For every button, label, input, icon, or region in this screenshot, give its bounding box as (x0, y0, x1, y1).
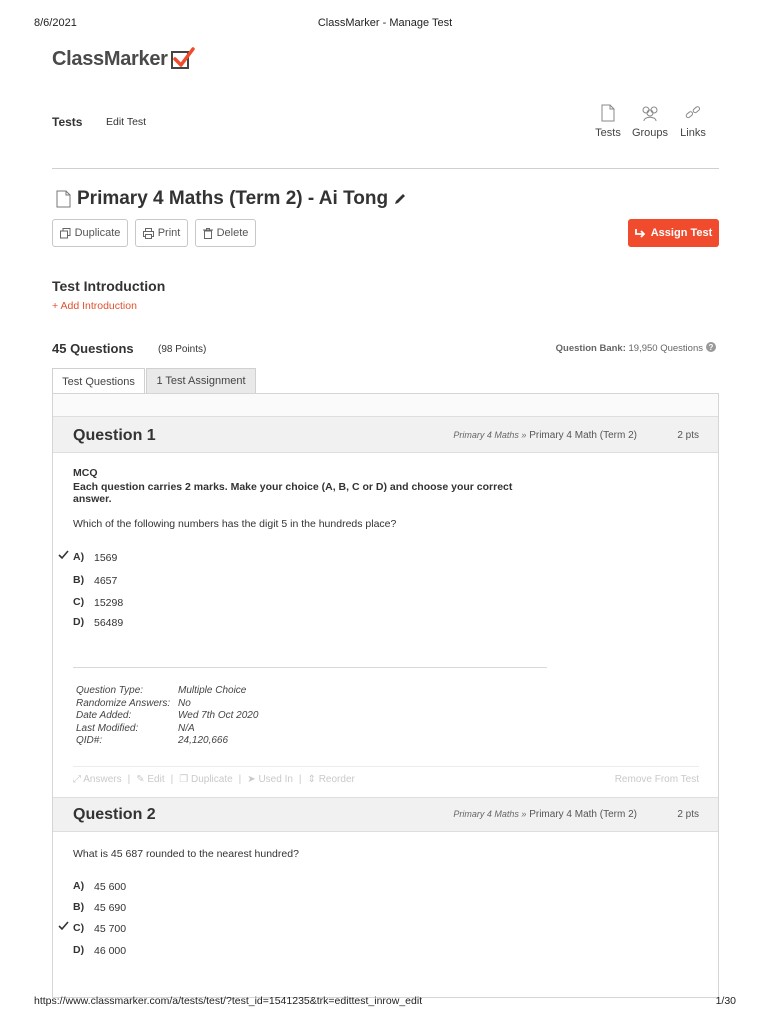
svg-text:?: ? (708, 343, 714, 352)
add-introduction-link[interactable]: + Add Introduction (52, 300, 137, 312)
nav-tests-label: Tests (595, 127, 621, 139)
q2-option-d-label: D) (73, 944, 85, 956)
question-1-instruction-line1: Each question carries 2 marks. Make your choice (A, B, C or D) and choose your correct (73, 481, 513, 493)
groups-icon (640, 104, 660, 122)
question-bank-label: Question Bank: (555, 343, 626, 354)
q1-option-d-value: 56489 (94, 617, 124, 629)
nav-tests-link[interactable] (590, 104, 626, 139)
duplicate-action-label: Duplicate (190, 774, 233, 785)
meta-key: Randomize Answers: (76, 697, 171, 709)
send-icon: ➤ (247, 774, 256, 785)
correct-check-icon (58, 921, 69, 931)
share-arrow-icon (635, 228, 646, 238)
nav-tests-breadcrumb[interactable]: Tests (52, 115, 83, 129)
reorder-icon: ⇕ (307, 774, 316, 785)
action-separator: | (127, 774, 131, 785)
meta-value: 24,120,666 (178, 735, 229, 746)
correct-check-icon (58, 550, 69, 560)
question-2-prompt: What is 45 687 rounded to the nearest hundred? (73, 848, 299, 860)
question-1-instruction-line2: answer. (73, 493, 112, 505)
q1-option-c-value: 15298 (94, 597, 124, 609)
logo-text: ClassMarker (52, 48, 168, 70)
meta-key: Question Type: (76, 685, 144, 696)
assign-test-button[interactable] (628, 219, 719, 247)
meta-value: Multiple Choice (178, 685, 247, 696)
meta-key: QID#: (76, 735, 103, 746)
q2-option-a-value: 45 600 (94, 881, 127, 893)
copy-icon (60, 228, 71, 239)
print-button[interactable] (135, 219, 188, 247)
meta-value: No (178, 697, 191, 709)
duplicate-button[interactable] (52, 219, 128, 247)
remove-from-test-action[interactable]: Remove From Test (614, 774, 699, 785)
question-1-category (360, 430, 637, 441)
nav-groups-label: Groups (631, 127, 669, 139)
question-1-actions (73, 774, 355, 785)
print-title: ClassMarker - Manage Test (317, 17, 453, 29)
expand-icon: ⤢ (73, 774, 81, 785)
question-1-prompt: Which of the following numbers has the digit 5 in the hundreds place? (73, 518, 397, 530)
questions-count: 45 Questions (52, 341, 134, 356)
reorder-action-label: Reorder (318, 774, 355, 785)
nav-links-link[interactable] (676, 104, 710, 139)
q1-option-a-value: 1569 (94, 552, 118, 564)
help-icon[interactable] (706, 342, 716, 352)
links-icon (684, 104, 702, 122)
logo-checkmark-icon (171, 51, 189, 69)
meta-value: Wed 7th Oct 2020 (178, 710, 259, 721)
question-1-meta-values (178, 685, 258, 748)
pencil-icon: ✎ (136, 774, 145, 785)
question-bank-value: 19,950 Questions (628, 343, 703, 354)
reorder-action[interactable] (308, 774, 355, 785)
question-2-points: 2 pts (677, 809, 699, 820)
tab-test-assignment[interactable]: 1 Test Assignment (146, 368, 256, 393)
test-title (56, 188, 406, 210)
print-footer-url: https://www.classmarker.com/a/tests/test/?test_id=1541235&trk=edittest_inrow_edit (34, 995, 423, 1007)
question-1-points: 2 pts (677, 430, 699, 441)
test-title-text: Primary 4 Maths (Term 2) - Ai Tong (77, 188, 389, 209)
answers-action[interactable] (73, 774, 122, 785)
action-separator: | (298, 774, 302, 785)
question-1-title: Question 1 (73, 427, 156, 444)
question-1-category-name: Primary 4 Math (Term 2) (529, 430, 637, 441)
meta-value: N/A (178, 722, 195, 734)
q2-option-a-label: A) (73, 880, 85, 892)
action-separator: | (170, 774, 174, 785)
delete-label: Delete (216, 227, 249, 239)
copy-icon: ❐ (179, 774, 189, 785)
classmarker-logo[interactable] (52, 48, 189, 71)
answers-action-label: Answers (83, 774, 122, 785)
question-2-title: Question 2 (73, 806, 156, 823)
print-label: Print (157, 227, 181, 239)
used-in-action-label: Used In (258, 774, 293, 785)
meta-key: Date Added: (76, 710, 132, 721)
document-icon (56, 190, 71, 208)
action-separator: | (238, 774, 242, 785)
used-in-action[interactable] (247, 774, 293, 785)
nav-edit-test[interactable]: Edit Test (106, 116, 147, 128)
document-icon (601, 104, 615, 122)
q1-option-b-value: 4657 (94, 575, 118, 587)
q2-option-c-label: C) (73, 922, 85, 934)
edit-action[interactable] (136, 774, 164, 785)
question-2-category-prefix: Primary 4 Maths » (453, 809, 527, 819)
nav-links-label: Links (680, 127, 706, 139)
q1-option-a-label: A) (73, 551, 85, 563)
printer-icon (143, 228, 154, 239)
q1-option-b-label: B) (73, 574, 85, 586)
print-date: 8/6/2021 (34, 17, 77, 29)
question-1-category-prefix: Primary 4 Maths » (453, 430, 527, 440)
question-1-meta-keys (76, 685, 170, 748)
delete-button[interactable] (195, 219, 256, 247)
q1-option-d-label: D) (73, 616, 85, 628)
duplicate-label: Duplicate (74, 227, 121, 239)
question-2-category (360, 809, 637, 820)
nav-groups-link[interactable] (630, 104, 670, 139)
question-1-meta-divider (73, 667, 547, 668)
question-1-type-heading: MCQ (73, 467, 98, 479)
q2-option-c-value: 45 700 (94, 923, 127, 935)
test-introduction-heading: Test Introduction (52, 278, 166, 294)
question-2-category-name: Primary 4 Math (Term 2) (529, 809, 637, 820)
duplicate-action[interactable] (179, 774, 232, 785)
trash-icon (203, 228, 213, 239)
assign-test-label: Assign Test (650, 227, 713, 239)
meta-key: Last Modified: (76, 722, 139, 734)
q2-option-d-value: 46 000 (94, 945, 127, 957)
pencil-edit-icon[interactable] (394, 193, 406, 205)
q1-option-c-label: C) (73, 596, 85, 608)
question-1-actions-divider (73, 766, 699, 767)
tab-test-questions[interactable]: Test Questions (52, 368, 145, 394)
header-divider (52, 168, 719, 169)
points-total: (98 Points) (158, 344, 207, 355)
q2-option-b-value: 45 690 (94, 902, 127, 914)
q2-option-b-label: B) (73, 901, 85, 913)
print-footer-page: 1/30 (715, 995, 736, 1007)
question-bank-info[interactable] (420, 343, 703, 354)
edit-action-label: Edit (147, 774, 165, 785)
